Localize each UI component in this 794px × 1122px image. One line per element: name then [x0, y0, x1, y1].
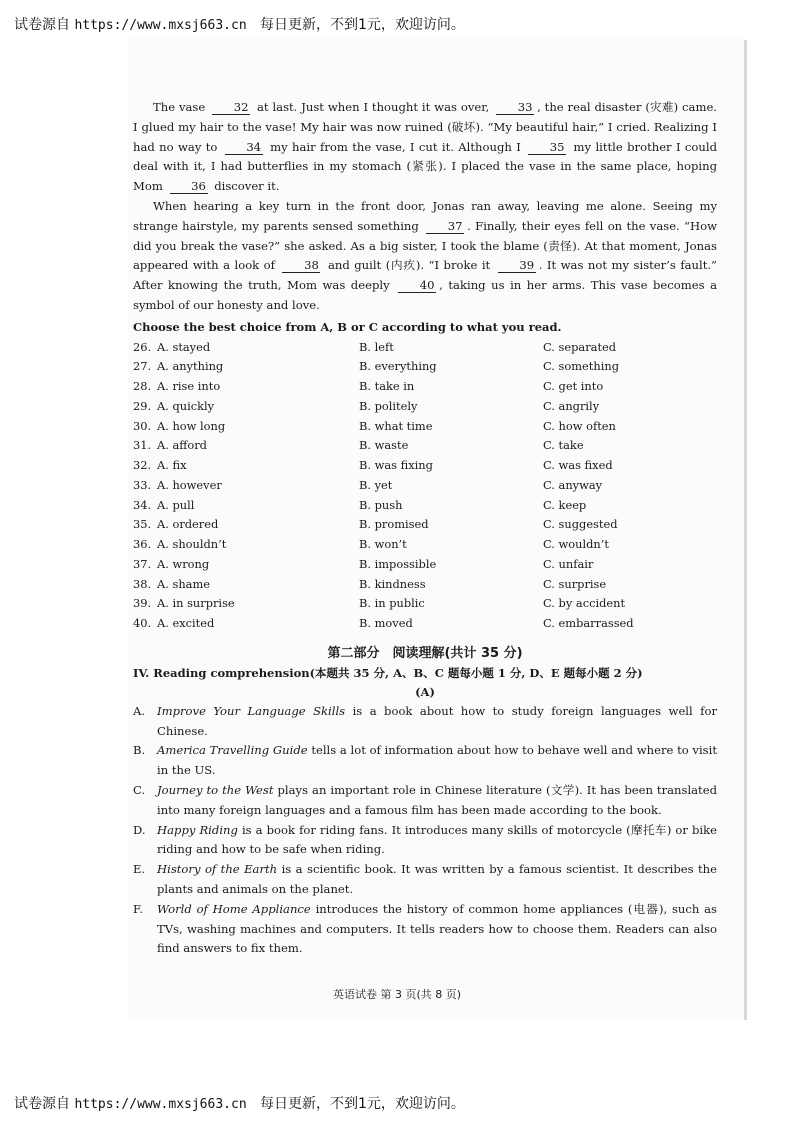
option-b: B. take in [359, 379, 415, 394]
option-a: A. anything [157, 359, 224, 374]
passage-text: and guilt (内疚). “I broke it [323, 258, 495, 273]
banner-suffix: 每日更新，不到1元，欢迎访问。 [260, 1096, 465, 1112]
book-entry [133, 860, 717, 900]
passage-text: my hair from the vase, I cut it. Although I [265, 139, 526, 154]
option-a: A. how long [157, 418, 226, 433]
passage-text: . It was not my sister’s fault.” After knowing the truth, Mom was deeply [133, 258, 717, 293]
option-c: C. by accident [543, 596, 626, 611]
option-row [133, 338, 717, 358]
option-number: 32. [133, 458, 152, 473]
option-c: C. get into [543, 379, 604, 394]
subsection-a-title: (A) [415, 684, 435, 699]
option-number: 35. [133, 517, 152, 532]
option-a: A. pull [157, 497, 195, 512]
option-b: B. what time [359, 418, 433, 433]
option-a: A. ordered [157, 517, 219, 532]
book-title: History of the Earth [157, 862, 278, 877]
option-b: B. moved [359, 616, 413, 631]
option-b: B. everything [359, 359, 437, 374]
passage-paragraph-1 [133, 98, 717, 197]
part-2-title: 第二部分 阅读理解(共计 35 分) [327, 645, 523, 661]
blank-35: 35 [528, 141, 566, 155]
option-a: A. fix [157, 458, 187, 473]
option-c: C. surprise [543, 576, 607, 591]
option-b: B. waste [359, 438, 409, 453]
book-description: is a scientific book. It was written by a famous scientist. It describes the plants and animals on the planet. [157, 862, 717, 896]
blank-40: 40 [398, 279, 436, 293]
section-title: IV. Reading comprehension(本题共 35 分, A、B、C 题每小题 1 分, D、E 题每小题 2 分) [133, 665, 643, 680]
option-row [133, 456, 717, 476]
book-entry [133, 821, 717, 861]
option-number: 27. [133, 359, 152, 374]
option-number: 34. [133, 497, 152, 512]
option-number: 28. [133, 379, 152, 394]
option-row [133, 535, 717, 555]
option-row [133, 594, 717, 614]
option-row [133, 515, 717, 535]
option-c: C. wouldn’t [543, 537, 609, 552]
blank-34: 34 [225, 141, 263, 155]
book-entry [133, 702, 717, 742]
blank-33: 33 [496, 101, 534, 115]
option-c: C. something [543, 359, 619, 374]
entry-text [157, 741, 717, 781]
book-description: is a book about how to study foreign languages well for Chinese. [157, 703, 717, 738]
option-a: A. however [157, 477, 222, 492]
book-description: is a book for riding fans. It introduces many skills of motorcycle (摩托车) or bike riding and how to be safe when riding. [157, 822, 717, 857]
book-description: tells a lot of information about how to behave well and where to visit in the US. [157, 743, 717, 778]
options-list [133, 338, 717, 634]
option-number: 33. [133, 477, 152, 492]
option-number: 39. [133, 596, 152, 611]
passage-text: , the real disaster (灾难) came. I glued my hair to the vase! My hair was now ruined (破坏). “My beautiful hair,” I cried. Realizing I had no way to [133, 100, 717, 154]
option-row [133, 496, 717, 516]
option-a: A. in surprise [157, 596, 235, 611]
option-b: B. left [359, 339, 394, 354]
passage-text: discover it. [210, 179, 280, 194]
option-number: 36. [133, 537, 152, 552]
option-row [133, 377, 717, 397]
option-number: 26. [133, 339, 152, 354]
option-b: B. push [359, 497, 403, 512]
passage-paragraph-2 [133, 197, 717, 316]
entry-text [157, 860, 717, 900]
book-title: Happy Riding [157, 822, 238, 837]
option-c: C. take [543, 438, 584, 453]
entry-letter: A. [133, 703, 146, 718]
banner-url[interactable]: https://www.mxsj663.cn [74, 1097, 247, 1112]
option-number: 40. [133, 616, 152, 631]
option-row [133, 555, 717, 575]
page-footer: 英语试卷 第 3 页(共 8 页) [332, 988, 462, 1001]
option-number: 38. [133, 576, 152, 591]
instruction: Choose the best choice from A, B or C according to what you read. [133, 319, 562, 334]
passage-text: at last. Just when I thought it was over, [253, 100, 494, 114]
option-a: A. rise into [157, 379, 221, 394]
option-b: B. in public [359, 596, 425, 611]
passage-text: my little brother I could deal with it, I had butterflies in my stomach (紧张). I placed the vase in the same place, hoping Mom [133, 139, 717, 194]
banner-suffix: 每日更新，不到1元，欢迎访问。 [260, 17, 465, 33]
option-number: 37. [133, 556, 152, 571]
book-title: World of Home Appliance [157, 901, 311, 916]
passage-text: . Finally, their eyes fell on the vase. “How did you break the vase?” she asked. As a big sister, I took the blame (责怪). At that moment, Jonas appeared with a look of [133, 218, 717, 273]
option-b: B. yet [359, 477, 393, 492]
option-a: A. quickly [157, 398, 215, 413]
entry-letter: E. [133, 862, 146, 877]
option-a: A. excited [157, 616, 215, 631]
entry-text [157, 900, 717, 959]
top-banner [14, 14, 465, 34]
option-row [133, 476, 717, 496]
option-c: C. anyway [543, 477, 603, 492]
page-edge-shadow [744, 40, 747, 1020]
option-c: C. separated [543, 339, 617, 354]
book-entries [133, 702, 717, 959]
passage-text: When hearing a key turn in the front door, Jonas ran away, leaving me alone. Seeing my strange hairstyle, my parents sensed something [133, 198, 717, 233]
blank-39: 39 [498, 259, 536, 273]
blank-36: 36 [170, 180, 208, 194]
option-row [133, 614, 717, 634]
option-row [133, 436, 717, 456]
option-b: B. promised [359, 517, 429, 532]
option-row [133, 397, 717, 417]
book-description: introduces the history of common home appliances (电器), such as TVs, washing machines and computers. It tells readers how to choose them. Readers can also find answers to fix them. [157, 901, 717, 956]
entry-text [157, 781, 717, 821]
option-row [133, 575, 717, 595]
option-c: C. angrily [543, 398, 600, 413]
book-description: plays an important role in Chinese literature (文学). It has been translated into many foreign languages and a famous film has been made according to the book. [157, 783, 718, 817]
banner-url[interactable]: https://www.mxsj663.cn [74, 18, 247, 33]
option-c: C. was fixed [543, 458, 613, 473]
entry-text [157, 821, 717, 861]
blank-32: 32 [212, 101, 250, 115]
option-b: B. was fixing [359, 458, 433, 473]
option-a: A. stayed [157, 339, 211, 354]
option-b: B. politely [359, 398, 418, 413]
entry-letter: D. [133, 822, 146, 837]
book-title: Improve Your Language Skills [157, 703, 346, 718]
passage-text: The vase [153, 100, 210, 114]
option-b: B. won’t [359, 537, 407, 552]
banner-prefix: 试卷源自 [14, 17, 70, 33]
option-number: 31. [133, 438, 152, 453]
entry-letter: F. [133, 901, 143, 916]
option-c: C. unfair [543, 556, 594, 571]
book-title: Journey to the West [157, 783, 274, 797]
bottom-banner [14, 1093, 465, 1113]
entry-text [157, 702, 717, 742]
option-c: C. embarrassed [543, 616, 634, 631]
option-b: B. impossible [359, 556, 437, 571]
option-a: A. afford [157, 438, 207, 453]
entry-letter: B. [133, 743, 146, 758]
book-entry [133, 781, 717, 821]
passage-text: , taking us in her arms. This vase becomes a symbol of our honesty and love. [133, 278, 717, 312]
blank-37: 37 [426, 220, 464, 234]
option-row [133, 357, 717, 377]
entry-letter: C. [133, 783, 146, 797]
option-a: A. shouldn’t [157, 537, 227, 552]
option-number: 30. [133, 418, 152, 433]
page-content [133, 98, 717, 959]
option-b: B. kindness [359, 576, 426, 591]
option-row [133, 417, 717, 437]
book-title: America Travelling Guide [157, 743, 308, 758]
book-entry [133, 741, 717, 781]
option-c: C. suggested [543, 517, 618, 532]
option-a: A. shame [157, 576, 210, 591]
option-a: A. wrong [157, 556, 210, 571]
banner-prefix: 试卷源自 [14, 1096, 70, 1112]
blank-38: 38 [282, 259, 320, 273]
option-c: C. how often [543, 418, 616, 433]
book-entry [133, 900, 717, 959]
option-c: C. keep [543, 497, 587, 512]
option-number: 29. [133, 398, 152, 413]
